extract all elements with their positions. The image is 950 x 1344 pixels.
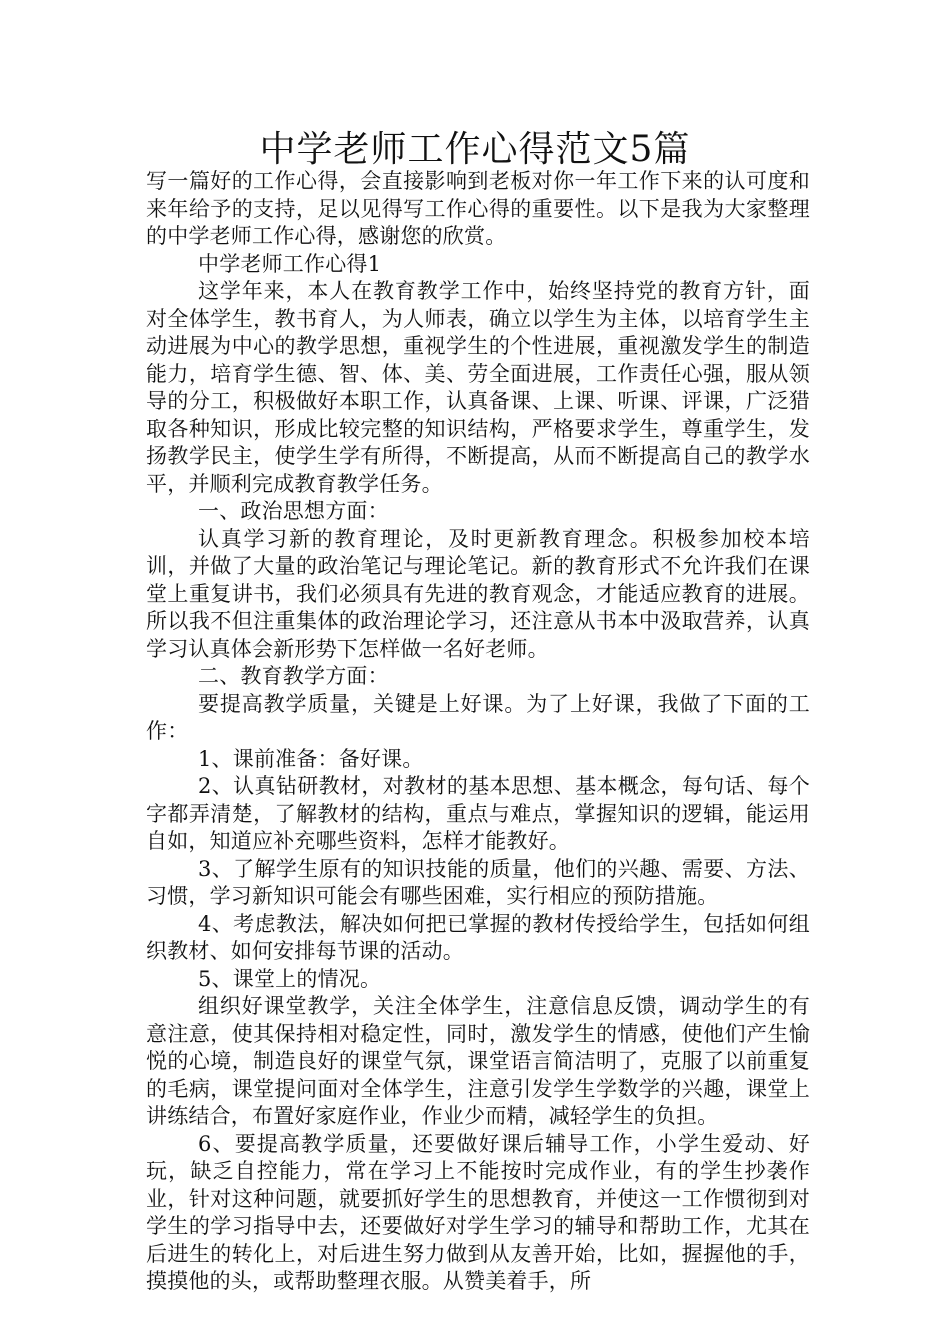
paragraph-intro: 写一篇好的工作心得，会直接影响到老板对你一年工作下来的认可度和来年给予的支持，足以见得写工作心得的重要性。以下是我为大家整理的中学老师工作心得，感谢您的欣赏。 xyxy=(146,169,810,248)
paragraph: 认真学习新的教育理论，及时更新教育理念。积极参加校本培训，并做了大量的政治笔记与理论笔记。新的教育形式不允许我们在课堂上重复讲书，我们必须具有先进的教育观念，才能适应教育的进展。所以我不但注重集体的政治理论学习，还注意从书本中汲取营养，认真学习认真体会新形势下怎样做一名好老师。 xyxy=(146,526,810,661)
section-heading: 二、教育教学方面： xyxy=(198,664,389,688)
section-heading: 一、政治思想方面： xyxy=(198,499,389,523)
paragraph: 要提高教学质量，关键是上好课。为了上好课，我做了下面的工作： xyxy=(146,691,810,743)
list-item: 6、要提高教学质量，还要做好课后辅导工作，小学生爱动、好玩，缺乏自控能力，常在学习上不能按时完成作业，有的学生抄袭作业，针对这种问题，就要抓好学生的思想教育，并使这一工作惯彻到对学生的学习指导中去，还要做好对学生学习的辅导和帮助工作，尤其在后进生的转化上，对后进生努力做到从友善开始，比如，握握他的手，摸摸他的头，或帮助整理衣服。从赞美着手，所 xyxy=(146,1131,810,1293)
paragraph: 这学年来，本人在教育教学工作中，始终坚持党的教育方针，面对全体学生，教书育人，为人师表，确立以学生为主体，以培育学生主动进展为中心的教学思想，重视学生的个性进展，重视激发学生的制造能力，培育学生德、智、体、美、劳全面进展，工作责任心强，服从领导的分工，积极做好本职工作，认真备课、上课、听课、评课，广泛猎取各种知识，形成比较完整的知识结构，严格要求学生，尊重学生，发扬教学民主，使学生学有所得，不断提高，从而不断提高自己的教学水平，并顺利完成教育教学任务。 xyxy=(146,279,810,496)
list-item: 5、课堂上的情况。 xyxy=(198,966,382,991)
list-item: 4、考虑教法，解决如何把已掌握的教材传授给学生，包括如何组织教材、如何安排每节课的活动。 xyxy=(146,911,810,963)
paragraph: 组织好课堂教学，关注全体学生，注意信息反馈，调动学生的有意注意，使其保持相对稳定性，同时，激发学生的情感，使他们产生愉悦的心境，制造良好的课堂气氛，课堂语言简洁明了，克服了以前重复的毛病，课堂提问面对全体学生，注意引发学生学数学的兴趣，课堂上讲练结合，布置好家庭作业，作业少而精，减轻学生的负担。 xyxy=(146,994,810,1128)
list-item: 1、课前准备：备好课。 xyxy=(198,746,424,771)
list-item: 2、认真钻研教材，对教材的基本思想、基本概念，每句话、每个字都弄清楚，了解教材的结构，重点与难点，掌握知识的逻辑，能运用自如，知道应补充哪些资料，怎样才能教好。 xyxy=(146,774,810,853)
section-heading: 中学老师工作心得1 xyxy=(198,251,382,276)
list-item: 3、了解学生原有的知识技能的质量，他们的兴趣、需要、方法、习惯，学习新知识可能会有哪些困难，实行相应的预防措施。 xyxy=(146,856,810,908)
document-title: 中学老师工作心得范文5篇 xyxy=(259,129,691,170)
document-body xyxy=(146,168,810,1296)
